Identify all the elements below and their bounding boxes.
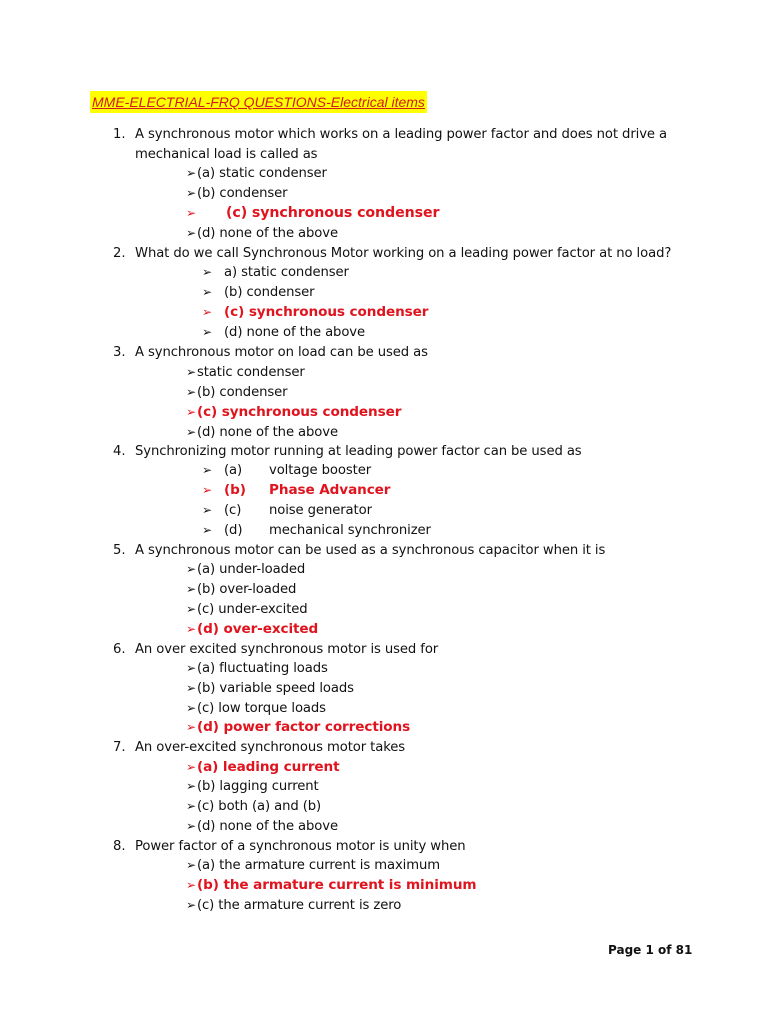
q2-option-c-answer: ➢ (c) synchronous condenser [202, 303, 428, 323]
question-4-text: Synchronizing motor running at leading power factor can be used as [135, 444, 582, 459]
q3-option-c-answer: ➢(c) synchronous condenser [186, 403, 401, 423]
bullet-arrow-icon: ➢ [186, 622, 196, 636]
q7-option-b: ➢(b) lagging current [186, 777, 319, 797]
question-5-number: 5. [113, 543, 126, 558]
q7-option-a-answer: ➢(a) leading current [186, 758, 340, 778]
q5-option-c: ➢(c) under-excited [186, 600, 308, 620]
bullet-arrow-icon: ➢ [186, 720, 196, 734]
bullet-arrow-icon: ➢ [202, 523, 212, 537]
q4-option-b-answer: ➢ (b) Phase Advancer [202, 481, 390, 501]
bullet-arrow-icon: ➢ [186, 701, 196, 715]
bullet-arrow-icon: ➢ [186, 425, 196, 439]
q6-option-c: ➢(c) low torque loads [186, 699, 326, 719]
document-title: MME-ELECTRIAL-FRQ QUESTIONS-Electrical items [90, 91, 427, 113]
bullet-arrow-icon: ➢ [186, 878, 196, 892]
q4-option-d: ➢ (d) mechanical synchronizer [202, 521, 431, 541]
bullet-arrow-icon: ➢ [186, 661, 196, 675]
bullet-arrow-icon: ➢ [202, 325, 212, 339]
question-1-number: 1. [113, 127, 126, 142]
q8-option-c: ➢(c) the armature current is zero [186, 896, 401, 916]
q1-option-a: ➢(a) static condenser [186, 164, 327, 184]
bullet-arrow-icon: ➢ [186, 760, 196, 774]
question-2-number: 2. [113, 246, 126, 261]
bullet-arrow-icon: ➢ [186, 206, 196, 220]
bullet-arrow-icon: ➢ [186, 405, 196, 419]
q1-option-d: ➢(d) none of the above [186, 224, 338, 244]
q4-option-c: ➢ (c) noise generator [202, 501, 372, 521]
bullet-arrow-icon: ➢ [202, 305, 212, 319]
question-5-text: A synchronous motor can be used as a synchronous capacitor when it is [135, 543, 606, 558]
bullet-arrow-icon: ➢ [186, 365, 196, 379]
question-4-number: 4. [113, 444, 126, 459]
question-1-text: A synchronous motor which works on a leading power factor and does not drive a [135, 127, 667, 142]
q3-option-a: ➢static condenser [186, 363, 305, 383]
q7-option-d: ➢(d) none of the above [186, 817, 338, 837]
bullet-arrow-icon: ➢ [202, 285, 212, 299]
bullet-arrow-icon: ➢ [186, 681, 196, 695]
q3-option-d: ➢(d) none of the above [186, 423, 338, 443]
bullet-arrow-icon: ➢ [186, 186, 196, 200]
q5-option-b: ➢(b) over-loaded [186, 580, 296, 600]
q6-option-a: ➢(a) fluctuating loads [186, 659, 328, 679]
bullet-arrow-icon: ➢ [186, 898, 196, 912]
question-8-number: 8. [113, 839, 126, 854]
page-number: Page 1 of 81 [608, 943, 693, 957]
question-7-number: 7. [113, 740, 126, 755]
bullet-arrow-icon: ➢ [202, 463, 212, 477]
bullet-arrow-icon: ➢ [186, 582, 196, 596]
question-6-text: An over excited synchronous motor is used for [135, 642, 439, 657]
bullet-arrow-icon: ➢ [186, 385, 196, 399]
question-1-text-cont: mechanical load is called as [135, 147, 318, 162]
q7-option-c: ➢(c) both (a) and (b) [186, 797, 321, 817]
q6-option-b: ➢(b) variable speed loads [186, 679, 354, 699]
q2-option-d: ➢ (d) none of the above [202, 323, 365, 343]
q4-option-a: ➢ (a) voltage booster [202, 461, 371, 481]
bullet-arrow-icon: ➢ [186, 779, 196, 793]
bullet-arrow-icon: ➢ [186, 858, 196, 872]
bullet-arrow-icon: ➢ [186, 562, 196, 576]
bullet-arrow-icon: ➢ [186, 602, 196, 616]
question-3-text: A synchronous motor on load can be used as [135, 345, 428, 360]
q5-option-a: ➢(a) under-loaded [186, 560, 305, 580]
bullet-arrow-icon: ➢ [186, 226, 196, 240]
q1-option-b: ➢(b) condenser [186, 184, 287, 204]
q2-option-a: ➢ a) static condenser [202, 263, 349, 283]
q6-option-d-answer: ➢(d) power factor corrections [186, 718, 410, 738]
question-6-number: 6. [113, 642, 126, 657]
bullet-arrow-icon: ➢ [202, 483, 212, 497]
bullet-arrow-icon: ➢ [186, 166, 196, 180]
q1-option-c-answer: ➢ (c) synchronous condenser [186, 204, 439, 224]
q3-option-b: ➢(b) condenser [186, 383, 287, 403]
q8-option-a: ➢(a) the armature current is maximum [186, 856, 440, 876]
q5-option-d-answer: ➢(d) over-excited [186, 620, 318, 640]
question-2-text: What do we call Synchronous Motor working on a leading power factor at no load? [135, 246, 672, 261]
bullet-arrow-icon: ➢ [202, 503, 212, 517]
bullet-arrow-icon: ➢ [186, 819, 196, 833]
question-8-text: Power factor of a synchronous motor is unity when [135, 839, 466, 854]
bullet-arrow-icon: ➢ [202, 265, 212, 279]
bullet-arrow-icon: ➢ [186, 799, 196, 813]
question-7-text: An over-excited synchronous motor takes [135, 740, 406, 755]
question-3-number: 3. [113, 345, 126, 360]
q8-option-b-answer: ➢(b) the armature current is minimum [186, 876, 476, 896]
q2-option-b: ➢ (b) condenser [202, 283, 314, 303]
